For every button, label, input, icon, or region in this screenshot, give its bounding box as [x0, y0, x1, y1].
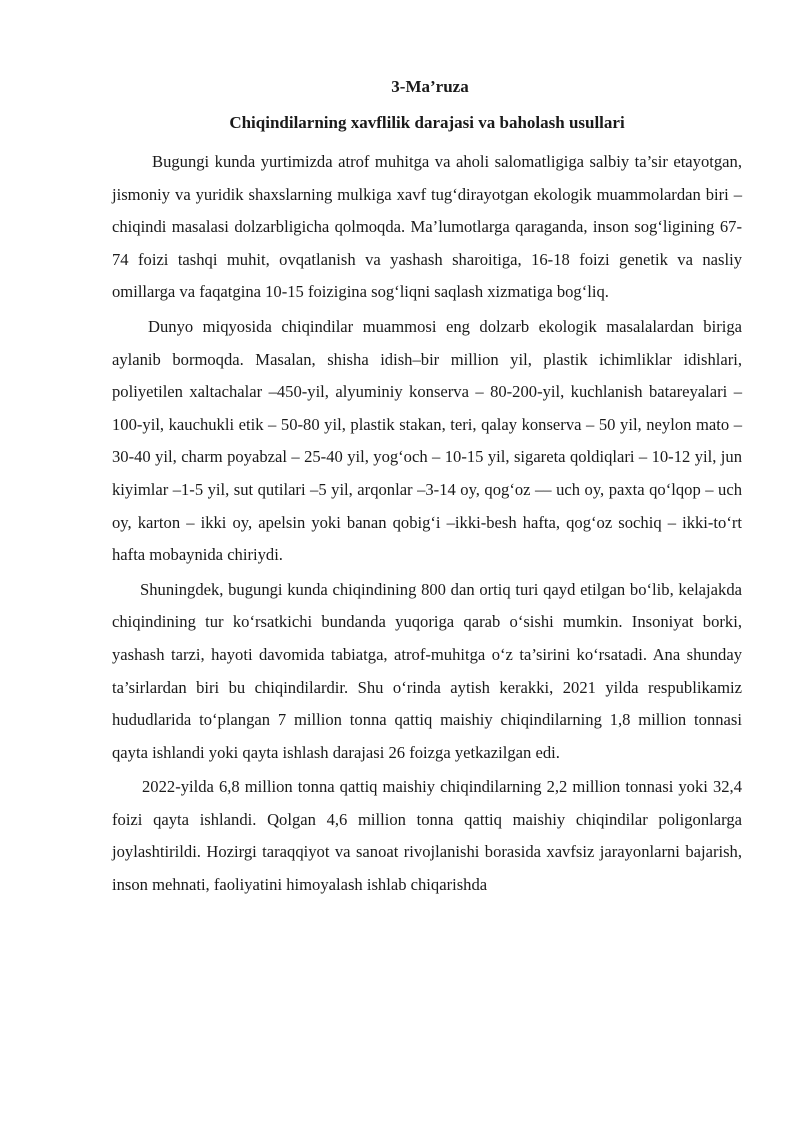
lecture-title: Chiqindilarning xavflilik darajasi va baholash usullari	[229, 113, 625, 132]
document-page	[112, 76, 742, 904]
paragraph-decomposition-times: Dunyo miqyosida chiqindilar muammosi eng dolzarb ekologik masalalardan biriga aylanib bormoqda. Masalan, shisha idish–bir million yil, plastik ichimliklar idishlari, poliyetilen xaltachalar –450-yil, alyuminiy konserva – 80-200-yil, kuchlanish batareyalari – 100-yil, kauchukli etik – 50-80 yil, plastik stakan, teri, qalay konserva – 50 yil, neylon mato – 30-40 yil, charm poyabzal – 25-40 yil, yog‘och – 10-15 yil, sigareta qoldiqlari – 10-12 yil, jun kiyimlar –1-5 yil, sut qutilari –5 yil, arqonlar –3-14 oy, qog‘oz –– uch oy, paxta qo‘lqop – uch oy, karton – ikki oy, apelsin yoki banan qobig‘i –ikki-besh hafta, qog‘oz sochiq – ikki-to‘rt hafta mobaynida chiriydi.	[112, 316, 742, 565]
paragraph-health-factors: Bugungi kunda yurtimizda atrof muhitga va aholi salomatligiga salbiy ta’sir etayotgan, jismoniy va yuridik shaxslarning mulkiga xavf tug‘dirayotgan ekologik muammolardan biri – chiqindi masalasi dolzarbligicha qolmoqda. Ma’lumotlarga qaraganda, inson sog‘ligining 67-74 foizi tashqi muhit, ovqatlanish va yashash sharoitiga, 16-18 foizi genetik va nasliy omillarga va faqatgina 10-15 foizigina sog‘liqni saqlash xizmatiga bog‘liq.	[112, 152, 742, 302]
paragraph-2022-statistics: 2022-yilda 6,8 million tonna qattiq maishiy chiqindilarning 2,2 million tonnasi yoki 32,4 foizi qayta ishlandi. Qolgan 4,6 million tonna qattiq maishiy chiqindilar poligonlarga joylashtirildi. Hozirgi taraqqiyot va sanoat rivojlanishi borasida xavfsiz jarayonlarni bajarish, inson mehnati, faoliyatini himoyalash ishlab chiqarishda	[112, 777, 742, 895]
lecture-number: 3-Ma’ruza	[391, 77, 469, 96]
paragraph-waste-types: Shuningdek, bugungi kunda chiqindining 800 dan ortiq turi qayd etilgan bo‘lib, kelajakda chiqindining tur ko‘rsatkichi bundanda yuqoriga qarab o‘sishi mumkin. Insoniyat borki, yashash tarzi, hayoti davomida tabiatga, atrof-muhitga o‘z ta’sirini ko‘rsatadi. Ana shunday ta’sirlardan biri bu chiqindilardir. Shu o‘rinda aytish kerakki, 2021 yilda respublikamiz hududlarida to‘plangan 7 million tonna qattiq maishiy chiqindilarning 1,8 million tonnasi qayta ishlandi yoki qayta ishlash darajasi 26 foizga yetkazilgan edi.	[112, 579, 742, 762]
